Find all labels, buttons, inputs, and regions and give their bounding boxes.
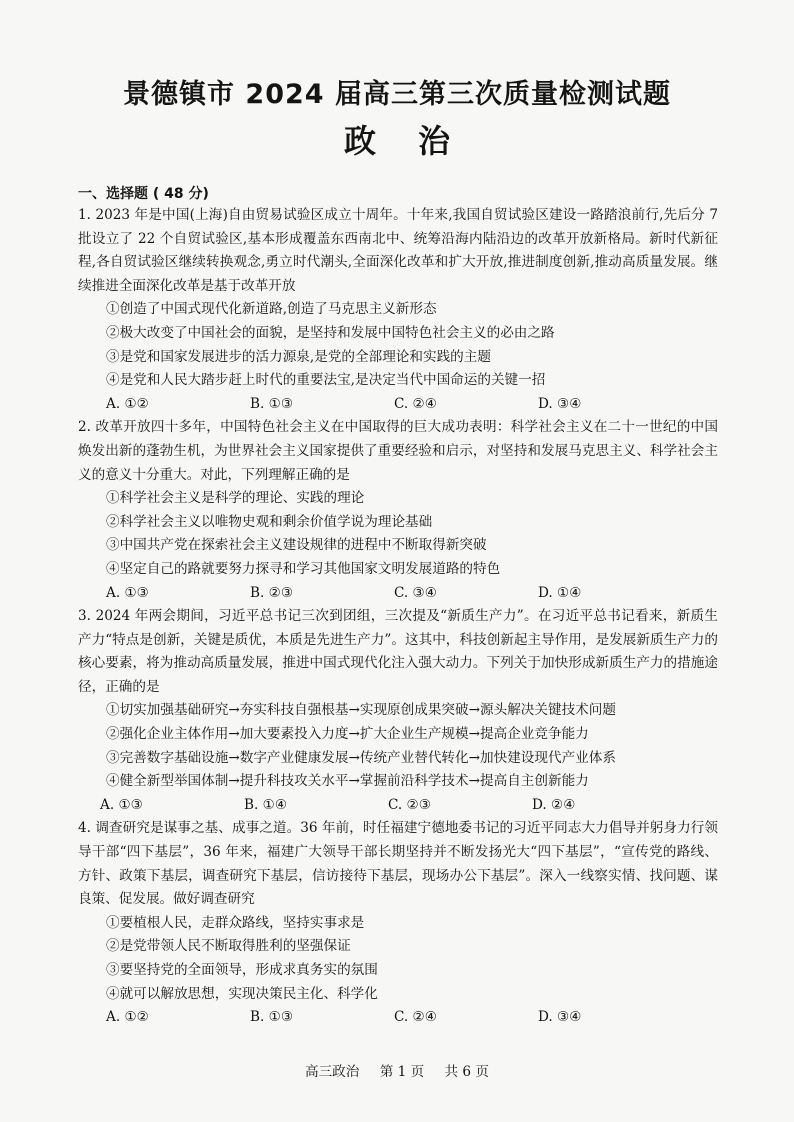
statement-option: ②极大改变了中国社会的面貌，是坚持和发展中国特色社会主义的必由之路 [106, 324, 555, 341]
choice-d: D. ③④ [538, 395, 582, 412]
question-stem: 3. 2024 年两会期间，习近平总书记三次到团组，三次提及“新质生产力”。在习近平总书记看来，新质生产力“特点是创新，关键是质优，本质是先进生产力”。这其中，科技创新起主导作用，是发展新质生产力的核心要素，将为推动高质量发展，推进中国式现代化注入强大动力。下列关于加快形成新质生产力的措施途径，正确的是 [78, 608, 718, 695]
choice-b: B. ①③ [250, 1009, 294, 1026]
choice-c: C. ②③ [388, 796, 431, 813]
choice-a: A. ①② [106, 395, 149, 412]
question-2 [78, 416, 718, 605]
choice-a: A. ①③ [100, 796, 143, 813]
choice-d: D. ②④ [532, 796, 576, 813]
page-footer [0, 1060, 794, 1080]
statement-option: ①要植根人民，走群众路线，坚持实事求是 [106, 914, 365, 931]
statement-option: ④就可以解放思想，实现决策民主化、科学化 [106, 985, 378, 1002]
choice-c: C. ②④ [394, 395, 437, 412]
question-4 [78, 817, 718, 1029]
answer-choices [78, 393, 718, 417]
question-list [78, 204, 718, 1030]
statement-option: ③要坚持党的全面领导，形成求真务实的氛围 [106, 962, 378, 978]
answer-choices [78, 582, 718, 606]
statement-option: ②强化企业主体作用→加大要素投入力度→扩大企业生产规模→提高企业竞争能力 [106, 726, 589, 743]
choice-d: D. ①④ [538, 584, 582, 601]
footer-subject: 高三政治 [305, 1064, 360, 1080]
statement-option: ③中国共产党在探索社会主义建设规律的进程中不断取得新突破 [106, 537, 487, 554]
statement-option: ③是党和国家发展进步的活力源泉,是党的全部理论和实践的主题 [106, 348, 491, 365]
statement-option: ①创造了中国式现代化新道路,创造了马克思主义新形态 [106, 301, 437, 318]
exam-subject: 政治 [343, 122, 492, 160]
question-stem: 2. 改革开放四十多年，中国特色社会主义在中国取得的巨大成功表明：科学社会主义在二十一世纪的中国焕发出新的蓬勃生机，为世界社会主义国家提供了重要经验和启示，对坚持和发展马克思主义、科学社会主义的意义十分重大。对此，下列理解正确的是 [78, 419, 718, 483]
choice-d: D. ③④ [538, 1009, 582, 1026]
question-3 [78, 605, 718, 817]
answer-choices [78, 1006, 718, 1030]
choice-b: B. ①③ [250, 395, 294, 412]
statement-option: ②是党带领人民不断取得胜利的坚强保证 [106, 938, 351, 955]
choice-c: C. ②④ [394, 1009, 437, 1026]
question-1 [78, 204, 718, 416]
section-heading: 一、选择题 ( 48 分) [78, 186, 209, 202]
statement-option: ③完善数字基础设施→数字产业健康发展→传统产业替代转化→加快建设现代产业体系 [106, 749, 616, 766]
answer-choices [78, 794, 718, 818]
question-stem: 1. 2023 年是中国(上海)自由贸易试验区成立十周年。十年来,我国自贸试验区建设一路踏浪前行,先后分 7 批设立了 22 个自贸试验区,基本形成覆盖东西南北中、统筹沿海内陆沿边的改革开放新格局。新时代新征程,各自贸试验区继续转换观念,勇立时代潮头,全面深化改革和扩大开放,推进制度创新,推动高质量发展。继续推进全面深化改革是基于改革开放 [78, 207, 718, 294]
statement-option: ②科学社会主义以唯物史观和剩余价值学说为理论基础 [106, 513, 433, 530]
statement-option: ④健全新型举国体制→提升科技攻关水平→掌握前沿科学技术→提高自主创新能力 [106, 773, 589, 790]
exam-title: 景德镇市 2024 届高三第三次质量检测试题 [123, 79, 671, 110]
choice-a: A. ①② [106, 1009, 149, 1026]
choice-b: B. ②③ [250, 584, 294, 601]
statement-option: ④坚定自己的路就要努力探寻和学习其他国家文明发展道路的特色 [106, 560, 501, 577]
choice-a: A. ①③ [106, 584, 149, 601]
statement-option: ④是党和人民大踏步赶上时代的重要法宝,是决定当代中国命运的关键一招 [106, 372, 546, 389]
footer-page-number: 第 1 页 [379, 1064, 425, 1080]
statement-option: ①科学社会主义是科学的理论、实践的理论 [106, 490, 365, 507]
footer-total-pages: 共 6 页 [444, 1064, 489, 1080]
choice-b: B. ①④ [244, 796, 288, 813]
statement-option: ①切实加强基础研究→夯实科技自强根基→实现原创成果突破→源头解决关键技术问题 [106, 702, 616, 719]
choice-c: C. ③④ [394, 584, 437, 601]
question-stem: 4. 调查研究是谋事之基、成事之道。36 年前，时任福建宁德地委书记的习近平同志大力倡导并躬身力行领导干部“四下基层”，36 年来，福建广大领导干部长期坚持并不断发扬光大“四下基层”，“宣传党的路线、方针、政策下基层，调查研究下基层，信访接待下基层，现场办公下基层”。深入一线察实情、找问题、谋良策、促发展。做好调查研究 [78, 820, 718, 908]
